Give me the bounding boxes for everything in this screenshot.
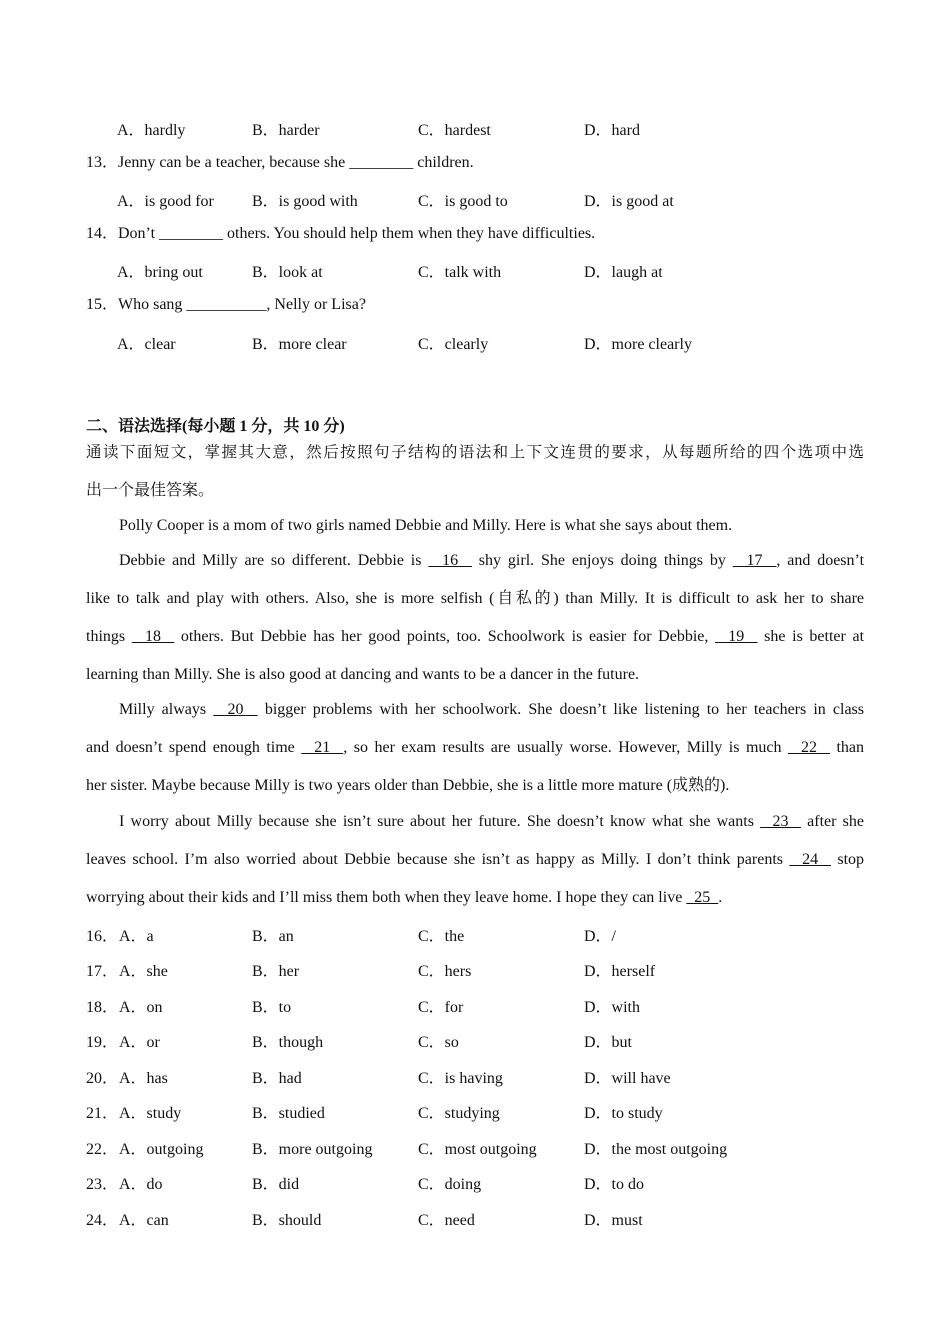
- passage-p2-line-2: like to talk and play with others. Also, she is more selfish (自私的) than Milly. It is difficult to ask her to share: [86, 590, 864, 607]
- answer-number: 23．: [86, 1176, 119, 1193]
- answer-option-a[interactable]: A．outgoing: [119, 1141, 204, 1158]
- answer-option-a[interactable]: A．a: [119, 928, 154, 945]
- answer-option-a[interactable]: A．can: [119, 1212, 169, 1229]
- passage-p2-line-1: [119, 551, 864, 571]
- text: she is better at: [757, 628, 865, 645]
- passage-p4-line-3: [86, 888, 722, 908]
- text: after she: [800, 813, 865, 830]
- answer-option-d[interactable]: D．to do: [584, 1176, 645, 1193]
- blank-20[interactable]: 20: [213, 701, 258, 718]
- answer-number: 20．: [86, 1070, 119, 1087]
- q14-option-b[interactable]: B．look at: [252, 264, 323, 281]
- answer-option-d[interactable]: D．to study: [584, 1105, 663, 1122]
- q13-option-a[interactable]: A．is good for: [117, 193, 214, 210]
- q12-option-a[interactable]: A．hardly: [117, 122, 186, 139]
- answer-option-b[interactable]: B．more outgoing: [252, 1141, 373, 1158]
- text: things: [86, 628, 132, 645]
- answer-option-c[interactable]: C．hers: [418, 963, 472, 980]
- answer-number: 16．: [86, 928, 119, 945]
- answer-option-c[interactable]: C．for: [418, 999, 464, 1016]
- blank-18[interactable]: 18: [131, 628, 175, 645]
- question-14-stem: 14．Don’t ________ others. You should help them when they have difficulties.: [86, 225, 596, 242]
- blank-16[interactable]: 16: [428, 552, 472, 569]
- answer-option-b[interactable]: B．an: [252, 928, 294, 945]
- answer-option-d[interactable]: D．but: [584, 1034, 633, 1051]
- q12-option-d[interactable]: D．hard: [584, 122, 640, 139]
- text: bigger problems with her schoolwork. She doesn’t like listening to her teachers in class: [257, 701, 865, 718]
- answer-option-a[interactable]: A．study: [119, 1105, 182, 1122]
- answer-number: 19．: [86, 1034, 119, 1051]
- answer-option-d[interactable]: D．the most outgoing: [584, 1141, 728, 1158]
- blank-25[interactable]: 25: [686, 889, 719, 906]
- answer-option-d[interactable]: D．must: [584, 1212, 643, 1229]
- q15-option-b[interactable]: B．more clear: [252, 336, 347, 353]
- blank-23[interactable]: 23: [760, 813, 801, 830]
- text: worrying about their kids and I’ll miss them both when they leave home. I hope they can live: [86, 889, 687, 906]
- blank-21[interactable]: 21: [301, 739, 344, 756]
- blank-22[interactable]: 22: [788, 739, 830, 756]
- passage-p4-line-2: [86, 850, 864, 870]
- answer-option-d[interactable]: D．herself: [584, 963, 656, 980]
- question-13-stem: 13．Jenny can be a teacher, because she ________ children.: [86, 154, 474, 171]
- answer-option-b[interactable]: B．had: [252, 1070, 302, 1087]
- answer-option-c[interactable]: C．so: [418, 1034, 459, 1051]
- answer-option-b[interactable]: B．did: [252, 1176, 300, 1193]
- blank-17[interactable]: 17: [732, 552, 777, 569]
- answer-option-b[interactable]: B．her: [252, 963, 300, 980]
- text: others. But Debbie has her good points, too. Schoolwork is easier for Debbie,: [174, 628, 716, 645]
- answer-option-c[interactable]: C．need: [418, 1212, 475, 1229]
- text: , so her exam results are usually worse. However, Milly is much: [343, 739, 788, 756]
- answer-option-a[interactable]: A．has: [119, 1070, 168, 1087]
- answer-number: 21．: [86, 1105, 119, 1122]
- text: leaves school. I’m also worried about Debbie because she isn’t as happy as Milly. I don’t think parents: [86, 851, 790, 868]
- q15-option-d[interactable]: D．more clearly: [584, 336, 692, 353]
- answer-option-a[interactable]: A．on: [119, 999, 163, 1016]
- answer-option-c[interactable]: C．studying: [418, 1105, 500, 1122]
- q15-option-a[interactable]: A．clear: [117, 336, 176, 353]
- passage-p3-line-1: [119, 700, 864, 720]
- q12-option-c[interactable]: C．hardest: [418, 122, 491, 139]
- answer-number: 17．: [86, 963, 119, 980]
- section-instruction: 通读下面短文，掌握其大意，然后按照句子结构的语法和上下文连贯的要求，从每题所给的四个选项中选: [86, 444, 864, 461]
- q15-option-c[interactable]: C．clearly: [418, 336, 489, 353]
- passage-p3-line-3: her sister. Maybe because Milly is two years older than Debbie, she is a little more mature (成熟的).: [86, 777, 730, 794]
- passage-p3-line-2: [86, 738, 864, 758]
- answer-option-b[interactable]: B．studied: [252, 1105, 325, 1122]
- blank-24[interactable]: 24: [789, 851, 831, 868]
- text: Debbie and Milly are so different. Debbie is: [119, 552, 429, 569]
- text: , and doesn’t: [776, 552, 865, 569]
- text: .: [718, 889, 723, 906]
- answer-option-b[interactable]: B．to: [252, 999, 292, 1016]
- answer-option-c[interactable]: C．is having: [418, 1070, 503, 1087]
- answer-option-d[interactable]: D．/: [584, 928, 617, 945]
- answer-option-a[interactable]: A．do: [119, 1176, 163, 1193]
- q14-option-a[interactable]: A．bring out: [117, 264, 203, 281]
- passage-p2-line-3: [86, 627, 864, 647]
- question-15-stem: 15．Who sang __________, Nelly or Lisa?: [86, 296, 366, 313]
- passage-p4-line-1: [119, 812, 864, 832]
- q13-option-c[interactable]: C．is good to: [418, 193, 508, 210]
- answer-option-c[interactable]: C．doing: [418, 1176, 482, 1193]
- text: Milly always: [119, 701, 214, 718]
- answer-option-d[interactable]: D．will have: [584, 1070, 671, 1087]
- text: and doesn’t spend enough time: [86, 739, 302, 756]
- passage-paragraph-1: Polly Cooper is a mom of two girls named Debbie and Milly. Here is what she says about them.: [119, 517, 733, 534]
- q14-option-c[interactable]: C．talk with: [418, 264, 502, 281]
- answer-option-c[interactable]: C．most outgoing: [418, 1141, 537, 1158]
- answer-option-a[interactable]: A．or: [119, 1034, 160, 1051]
- answer-option-d[interactable]: D．with: [584, 999, 641, 1016]
- section-instruction-cont: 出一个最佳答案。: [86, 482, 215, 499]
- passage-p2-line-4: learning than Milly. She is also good at dancing and wants to be a dancer in the future.: [86, 666, 640, 683]
- text: than: [829, 739, 865, 756]
- answer-option-c[interactable]: C．the: [418, 928, 465, 945]
- answer-number: 22．: [86, 1141, 119, 1158]
- q13-option-d[interactable]: D．is good at: [584, 193, 674, 210]
- section-heading: 二、语法选择(每小题 1 分，共 10 分): [86, 418, 345, 435]
- answer-option-b[interactable]: B．should: [252, 1212, 322, 1229]
- blank-19[interactable]: 19: [715, 628, 758, 645]
- q13-option-b[interactable]: B．is good with: [252, 193, 358, 210]
- q14-option-d[interactable]: D．laugh at: [584, 264, 663, 281]
- answer-number: 18．: [86, 999, 119, 1016]
- answer-option-a[interactable]: A．she: [119, 963, 168, 980]
- text: shy girl. She enjoys doing things by: [471, 552, 733, 569]
- q12-option-b[interactable]: B．harder: [252, 122, 320, 139]
- text: I worry about Milly because she isn’t sure about her future. She doesn’t know what she wants: [119, 813, 761, 830]
- text: stop: [830, 851, 865, 868]
- answer-number: 24．: [86, 1212, 119, 1229]
- answer-option-b[interactable]: B．though: [252, 1034, 324, 1051]
